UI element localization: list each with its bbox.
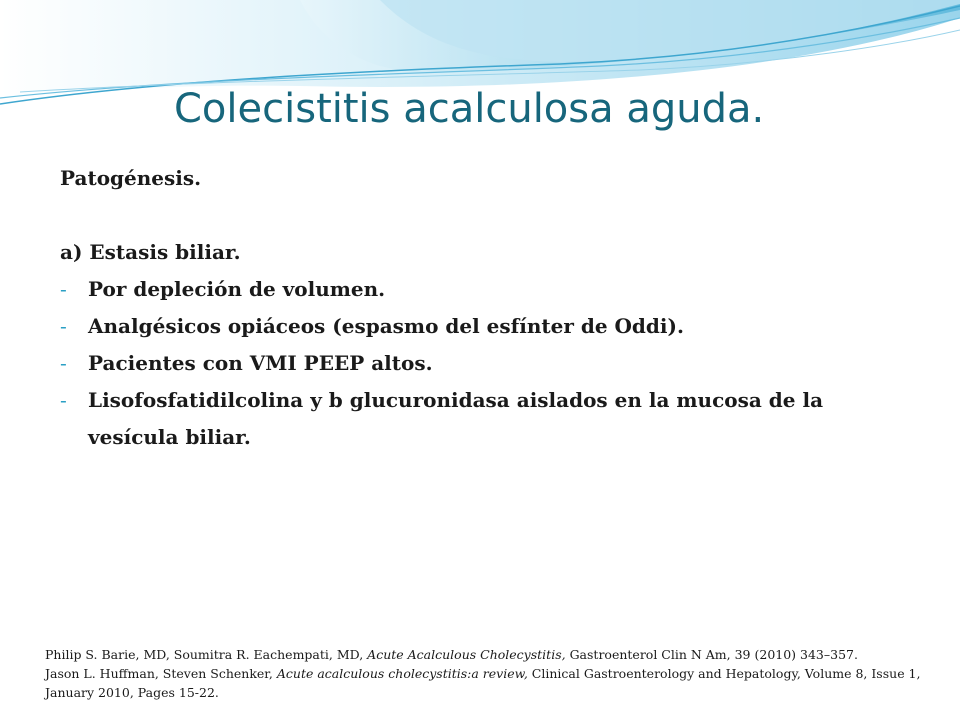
bullet-item: [60, 345, 920, 382]
reference-item: [45, 645, 925, 664]
reference-authors: Jason L. Huffman, Steven Schenker,: [45, 666, 277, 681]
bullet-text: Lisofosfatidilcolina y b glucuronidasa aislados en la mucosa de la vesícula biliar.: [88, 388, 824, 449]
references: [45, 645, 925, 702]
slide-body: [60, 160, 920, 456]
reference-title: Acute acalculous cholecystitis:a review,: [276, 666, 528, 681]
section-heading: a) Estasis biliar.: [60, 240, 241, 264]
bullet-item: [60, 271, 920, 308]
spacer: [60, 197, 920, 234]
reference-source: Clinical Gastroenterology and Hepatology, Volume 8, Issue 1, January 2010, Pages 15-22.: [45, 666, 921, 700]
bullet-text: Analgésicos opiáceos (espasmo del esfínter de Oddi).: [88, 314, 684, 338]
bullet-marker: -: [60, 351, 67, 375]
slide-title: Colecistitis acalculosa aguda.: [174, 86, 765, 132]
bullet-item: [60, 308, 920, 345]
reference-source: Gastroenterol Clin N Am, 39 (2010) 343–357.: [565, 647, 858, 662]
bullet-marker: -: [60, 388, 67, 412]
bullet-list: [60, 271, 920, 456]
subtitle: Patogénesis.: [60, 166, 202, 190]
bullet-text: Por depleción de volumen.: [88, 277, 386, 301]
reference-item: [45, 664, 925, 702]
bullet-text: Pacientes con VMI PEEP altos.: [88, 351, 433, 375]
reference-title: Acute Acalculous Cholecystitis,: [367, 647, 566, 662]
bullet-marker: -: [60, 314, 67, 338]
bullet-marker: -: [60, 277, 67, 301]
bullet-item: [60, 382, 920, 456]
reference-authors: Philip S. Barie, MD, Soumitra R. Eachempati, MD,: [45, 647, 368, 662]
